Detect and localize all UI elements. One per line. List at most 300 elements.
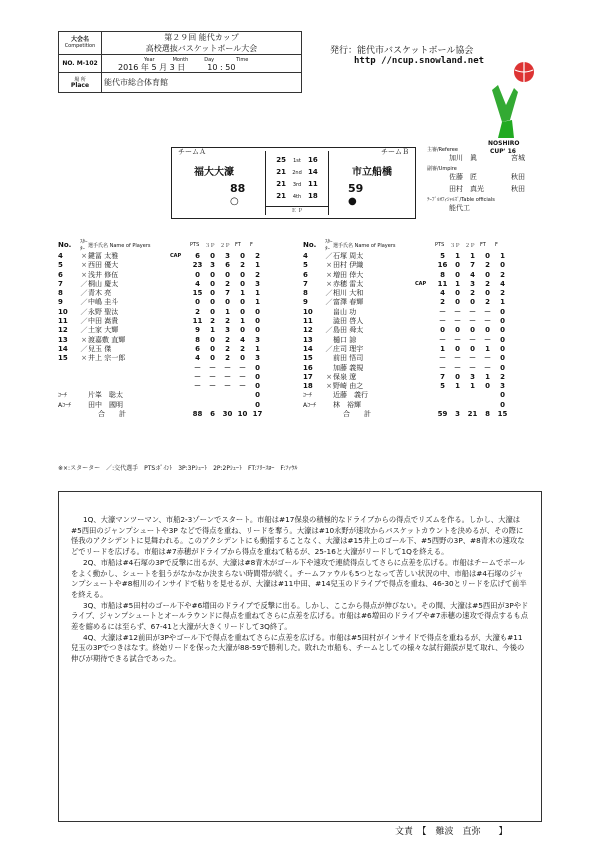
coach-row (58, 391, 265, 400)
period-row: 21 2nd 14 (276, 168, 318, 176)
player-name: 鍵冨 太雅 (88, 252, 119, 260)
player-number: 15 (58, 354, 68, 363)
player-number: 17 (303, 372, 313, 381)
player-name: 西田 優大 (88, 261, 119, 270)
player-row (58, 354, 265, 363)
stat-f: 2 (500, 289, 505, 298)
stat-p3: 0 (210, 344, 215, 353)
player-number: 6 (58, 270, 63, 279)
stat-pts: 6 (195, 344, 200, 353)
stat-p3: 2 (210, 317, 215, 326)
umpire2-pref: 秋田 (511, 185, 525, 193)
date-time-cell: Year Month Day Time 2016 年 5 月 3 日 10 : 50 (102, 55, 302, 73)
player-number (58, 364, 80, 373)
player-number: 12 (303, 326, 313, 335)
player-row (303, 345, 510, 354)
player-number: 12 (58, 326, 68, 335)
stat-f: 0 (255, 317, 260, 326)
stat-p3: － (209, 382, 216, 391)
stat-p3: － (454, 354, 461, 363)
stat-f: 0 (255, 382, 260, 391)
stat-f: 0 (255, 363, 260, 372)
stat-p2: 3 (225, 252, 230, 260)
loss-mark: ● (348, 196, 357, 207)
stat-pts: 5 (440, 382, 445, 391)
captain-mark (415, 261, 435, 270)
stat-f: 3 (255, 279, 260, 288)
captain-mark (170, 289, 190, 298)
game-number: NO. M-102 (59, 55, 102, 73)
total-f: 15 (497, 410, 508, 419)
stat-pts: 6 (195, 252, 200, 260)
player-row (58, 326, 265, 335)
total-p3: 6 (210, 410, 215, 419)
captain-mark (415, 308, 435, 317)
referee-label: 主審/Referee (427, 147, 458, 153)
stat-f: 2 (255, 252, 260, 260)
stat-f: 0 (500, 363, 505, 372)
total-ft: 10 (237, 410, 248, 419)
starter-mark: ／ (325, 326, 333, 335)
starter-mark (325, 317, 333, 326)
website-url[interactable]: http //ncup.snowland.net (354, 56, 485, 66)
player-number: 13 (58, 335, 68, 344)
captain-mark (415, 326, 435, 335)
total-p2: 21 (467, 410, 478, 419)
stat-ft: － (484, 307, 491, 316)
stat-ft: 1 (485, 344, 490, 353)
player-row (58, 373, 265, 382)
stat-p2: 2 (225, 354, 230, 363)
total-ft: 8 (485, 410, 490, 419)
total-f: 17 (252, 410, 263, 419)
stat-pts: 4 (195, 354, 200, 363)
starter-mark: × (326, 382, 332, 391)
captain-mark (170, 373, 190, 382)
player-row (58, 261, 265, 270)
total-row (58, 410, 265, 419)
stat-ft: － (239, 382, 246, 391)
stat-pts: 4 (195, 279, 200, 288)
stat-pts: － (439, 307, 446, 316)
player-number: 5 (303, 261, 308, 270)
player-number: 6 (303, 270, 308, 279)
player-number: 11 (58, 317, 68, 326)
stat-pts: 7 (440, 372, 445, 381)
stat-p3: 1 (210, 326, 215, 335)
captain-mark (170, 354, 190, 363)
win-mark: ○ (230, 196, 239, 207)
starter-mark: ／ (325, 344, 333, 353)
stat-pts: 11 (437, 279, 448, 288)
starter-mark: × (326, 261, 332, 270)
total-label: 合 計 (98, 410, 126, 419)
stat-p2: － (469, 354, 476, 363)
player-number: 11 (303, 317, 313, 326)
writer: 文責 【 難波 直弥 】 (395, 827, 508, 837)
stat-ft: － (484, 335, 491, 344)
stat-ft: 1 (240, 317, 245, 326)
stat-f: 1 (500, 252, 505, 260)
game-report (58, 491, 542, 822)
stat-f: 0 (500, 307, 505, 316)
player-name: 桐山 慶太 (88, 279, 119, 288)
stat-ft: － (484, 363, 491, 372)
player-row (58, 280, 265, 289)
player-name: 野崎 由之 (333, 382, 364, 391)
report-paragraph: 2Q、市船は#4石塚の3Pで反撃に出るが、大濠は#8青木がゴール下や速攻で連続得点してさらに点差を広げる。市船はチームでボールをよく動かし、シュートを狙うがなかなか決まらない時間帯が続く。チームファウルも5つとなって苦しい状況の中、市船は#4石塚のジャンプシュートや#8相川のインサイドで粘りを見せるが、大濠は#11中田、#14兒玉のドライブで得点を重ね、46-30とリードを広げて前半を終える。 (71, 557, 527, 599)
stat-p2: 2 (225, 344, 230, 353)
player-name: 渡嘉敷 直輝 (88, 335, 126, 344)
stat-f: 4 (500, 279, 505, 288)
umpire1-pref: 秋田 (511, 173, 525, 181)
player-number: 16 (303, 363, 313, 372)
stat-ft: 0 (240, 279, 245, 288)
player-name: 土家 大輝 (88, 326, 119, 335)
stat-f: 1 (500, 298, 505, 307)
player-number: 10 (58, 307, 68, 316)
player-row (58, 345, 265, 354)
player-number: 14 (303, 344, 313, 353)
umpire1-name: 佐藤 匠 (449, 173, 477, 181)
stat-pts: － (439, 317, 446, 326)
stat-f: 1 (255, 298, 260, 307)
player-row (58, 336, 265, 345)
team-b-roster: No. ｽﾀｰﾀｰ 選手氏名 Name of Players PTS ３Ｐ ２Ｐ FT F 4 ／ 石塚 周太 5 1 1 0 1 5 × 田村 伊織 16 0 7 2 0 6 × 増田 倖大 8 0 4 0 2 7 × 赤穂 雷太 CAP 11 1 3 2 4 8 ／ 相川 大和 4 0 2 0 2 9 ／ 富澤 春輝 2 0 0 2 1 10 畠山 功 － － － － 0 11 澁田 啓人 － － － － 0 12 ／ 島田 舜太 0 0 0 0 0 13 樋口 諒 － － － － 0 14 ／ 庄司 理宇 1 0 0 1 0 15 前田 悟司 － － － － 0 16 加藤 義規 － － － － 0 17 × 保泉 遼 7 0 3 1 2 18 × 野崎 由之 5 1 1 0 3 ｺｰﾁ 近藤 義行 0 Aｺｰﾁ 林 裕輝 0 合 計 59 3 21 8 15 (303, 238, 510, 419)
stat-p2: 0 (225, 298, 230, 307)
scoreboard (171, 147, 416, 219)
period-row: 21 3rd 11 (276, 180, 318, 188)
stat-p2: 3 (225, 326, 230, 335)
captain-mark (415, 289, 435, 298)
starter-mark: ／ (80, 298, 88, 307)
total-p2: 30 (222, 410, 233, 419)
starter-mark (80, 373, 88, 382)
player-row (58, 317, 265, 326)
team-b-score: 59 (348, 182, 364, 195)
stat-ft: 0 (485, 326, 490, 335)
stat-ft: 0 (240, 270, 245, 279)
report-paragraph: 3Q、市船は#5田村のゴール下や#6増田のドライブで反撃に出る。しかし、ここから得点が伸びない。その間、大濠は#5西田が3Pやドライブ、ジャンプシュートとオールラウンドに得点を重ねてさらに点差を広げる。市船は#6増田のドライブや#7赤穂の速攻で得点するも点差を縮めるには至らず、67-41と大濠が大きくリードして3Q終了。 (71, 600, 529, 632)
stat-f: 1 (255, 261, 260, 270)
total-p3: 3 (455, 410, 460, 419)
stat-p2: 1 (225, 307, 230, 316)
captain-mark (415, 354, 435, 363)
stat-ft: － (239, 372, 246, 381)
starter-mark: ／ (80, 307, 88, 316)
player-name: 井上 宗一郎 (88, 354, 126, 363)
starter-mark (325, 308, 333, 317)
player-row (303, 308, 510, 317)
stat-f: 0 (500, 354, 505, 363)
player-row (303, 336, 510, 345)
captain-mark (415, 364, 435, 373)
logo-text-1: NOSHIRO (488, 140, 520, 147)
captain-mark (415, 252, 435, 261)
player-row (303, 354, 510, 363)
starter-mark: ／ (80, 317, 88, 326)
stat-ft: 0 (485, 252, 490, 260)
stat-ft: 1 (240, 289, 245, 298)
starter-mark: × (81, 261, 87, 270)
player-number: 4 (58, 252, 63, 260)
player-name (88, 373, 170, 382)
player-name: 青木 亮 (88, 289, 112, 298)
stat-f: 3 (500, 382, 505, 391)
player-number: 14 (58, 344, 68, 353)
captain-mark (170, 298, 190, 307)
game-time: 10 : 50 (207, 62, 236, 72)
starter-mark: ／ (325, 298, 333, 307)
captain-mark (170, 364, 190, 373)
stat-pts: － (194, 372, 201, 381)
captain-mark (415, 271, 435, 280)
stat-pts: 23 (192, 261, 203, 270)
captain-mark (170, 382, 190, 391)
assistant-coach-row (303, 401, 510, 410)
starter-mark (80, 364, 88, 373)
player-number: 7 (58, 279, 63, 288)
stat-pts: 16 (437, 261, 448, 270)
stat-p3: 0 (210, 335, 215, 344)
team-a-name: 福大大濠 (194, 167, 234, 178)
starter-mark: × (326, 372, 332, 381)
stat-pts: 9 (195, 326, 200, 335)
stat-ft: 2 (485, 298, 490, 307)
player-name: 赤穂 雷太 (333, 279, 364, 288)
table-officials-label: ﾃｰﾌﾞﾙｵﾌｨｼｬﾙｽﾞ/Table officials (427, 197, 495, 203)
stat-p2: 7 (470, 261, 475, 270)
player-name: 保泉 遼 (333, 372, 357, 381)
stat-p2: － (224, 363, 231, 372)
report-paragraph: 4Q、大濠は#12前田が3Pやゴール下で得点を重ねてさらに点差を広げる。市船は#5田村がインサイドで得点を重ねるが、大濠も#11兒玉の3Pでつきはなす。終始リードを保った大濠が88-59で勝利した。敗れた市船も、チームとしての様々な試行錯誤が見て取れ、今後の伸びが期待できる試合であった。 (71, 632, 525, 664)
player-number (58, 373, 80, 382)
player-number (58, 382, 80, 391)
team-a-score: 88 (230, 182, 246, 195)
table-officials-value: 能代工 (449, 204, 470, 212)
stat-p3: － (454, 317, 461, 326)
team-b-name: 市立船橋 (352, 167, 392, 178)
total-pts: 59 (437, 410, 448, 419)
stat-p2: 2 (225, 335, 230, 344)
player-name: 中嶋 圭斗 (88, 298, 119, 307)
captain-mark (170, 308, 190, 317)
stat-ft: 0 (485, 289, 490, 298)
stat-ft: 0 (485, 270, 490, 279)
stat-p2: 2 (225, 279, 230, 288)
logo-text-2: CUP' 16 (490, 148, 516, 155)
stat-ft: 0 (240, 307, 245, 316)
player-name: 田村 伊織 (333, 261, 364, 270)
player-number: 8 (58, 289, 63, 298)
stat-p2: － (469, 363, 476, 372)
player-row (303, 326, 510, 335)
stat-p3: 0 (455, 270, 460, 279)
player-number: 10 (303, 307, 313, 316)
player-number: 4 (303, 252, 308, 260)
stat-p3: 0 (455, 298, 460, 307)
stat-p3: 0 (455, 326, 460, 335)
stat-f: 1 (255, 344, 260, 353)
place-label: 場 所 Place (59, 73, 102, 93)
player-row (58, 308, 265, 317)
stat-pts: － (194, 363, 201, 372)
stat-p2: 2 (225, 317, 230, 326)
player-name: 兒玉 傑 (88, 344, 112, 353)
captain-mark (170, 261, 190, 270)
stat-p3: 0 (455, 372, 460, 381)
stat-p3: － (209, 363, 216, 372)
stat-ft: 0 (240, 252, 245, 260)
stat-p2: 0 (470, 298, 475, 307)
captain-mark (415, 298, 435, 307)
coach-fouls: 0 (500, 400, 505, 409)
stat-p2: 0 (470, 344, 475, 353)
report-paragraph: 1Q、大濠マンツーマン、市船2-3ゾーンでスタート。市船は#17保泉の積極的なドライブからの得点でリズムを作る。しかし、大濠は#5西田のジャンプシュートや3P などで得点を重ね、リードを奪う。大濠は#10永野が速攻からバスケットカウントを決めるが、その際に怪我のアクシデントに見舞われる。このアクシデントにも動揺することなく、大濠は#15井上のゴール下、#5西野の3P、#8青木の速攻などでリードを広げる。市船は#7赤穂がドライブから得点を重ねて粘るが、25-16と大濠がリードして1Qを終える。 (71, 515, 525, 557)
captain-mark (415, 317, 435, 326)
coach-label: ｺｰﾁ (58, 392, 68, 400)
player-number: 9 (303, 298, 308, 307)
stat-ft: 2 (240, 261, 245, 270)
stat-ft: 2 (485, 279, 490, 288)
team-b-label: チームＢ (381, 148, 409, 156)
period-row: 21 4th 18 (276, 192, 318, 200)
stat-f: 0 (255, 307, 260, 316)
captain-mark (415, 382, 435, 391)
captain-mark (415, 373, 435, 382)
total-pts: 88 (192, 410, 203, 419)
stat-p3: － (209, 372, 216, 381)
publisher: 発行：能代市バスケットボール協会 (330, 46, 474, 56)
starter-mark: × (81, 354, 87, 363)
starter-mark: ／ (80, 279, 88, 288)
stat-p2: － (469, 307, 476, 316)
stat-pts: － (194, 382, 201, 391)
captain-mark (415, 345, 435, 354)
player-name: 中田 嵩貴 (88, 317, 119, 326)
stat-pts: 15 (192, 289, 203, 298)
starter-mark: ／ (325, 252, 333, 260)
player-name: 増田 倖大 (333, 270, 364, 279)
captain-mark (415, 336, 435, 345)
stat-f: 0 (500, 317, 505, 326)
player-row (303, 364, 510, 373)
player-name: 浅井 修伍 (88, 270, 119, 279)
total-row (303, 410, 510, 419)
player-row (58, 271, 265, 280)
stat-ft: 0 (240, 326, 245, 335)
stat-p2: 6 (225, 261, 230, 270)
stat-f: 3 (255, 335, 260, 344)
stat-p2: 0 (225, 270, 230, 279)
player-name: 相川 大和 (333, 289, 364, 298)
player-number: 5 (58, 261, 63, 270)
total-label: 合 計 (343, 410, 371, 419)
stat-p2: 2 (470, 289, 475, 298)
coach-name: 近藤 義行 (333, 391, 368, 400)
stat-p2: 4 (470, 270, 475, 279)
game-date: 2016 年 5 月 3 日 (118, 62, 186, 72)
captain-mark (170, 345, 190, 354)
coach-label: Aｺｰﾁ (58, 401, 72, 409)
team-a-label: チームＡ (178, 148, 206, 156)
coach-name: 田中 國明 (88, 400, 123, 409)
extra-period-label: Ｅ Ｐ (266, 206, 328, 214)
stat-f: 0 (500, 261, 505, 270)
legend: ※×:スターター ／:交代選手 PTS:ﾎﾟｲﾝﾄ 3P:3Pｼｭｰﾄ 2P:2Pｼｭｰﾄ FT:ﾌﾘｰｽﾛｰ F:ﾌｧｳﾙ (58, 465, 298, 472)
noshiro-cup-logo (484, 60, 540, 160)
player-name: 島田 舜太 (333, 326, 364, 335)
period-row: 25 1st 16 (276, 156, 318, 164)
player-row (303, 252, 510, 261)
player-name: 石塚 周太 (333, 252, 364, 260)
stat-ft: 0 (240, 354, 245, 363)
player-name: 畠山 功 (333, 307, 357, 316)
stat-pts: 5 (440, 252, 445, 260)
player-row (303, 271, 510, 280)
stat-pts: － (439, 335, 446, 344)
stat-p2: 1 (470, 382, 475, 391)
referee-name: 加川 眞 (449, 154, 477, 162)
stat-ft: 0 (485, 382, 490, 391)
stat-p2: 3 (470, 372, 475, 381)
stat-f: 0 (255, 372, 260, 381)
stat-p3: 1 (455, 279, 460, 288)
stat-p3: 0 (455, 289, 460, 298)
stat-f: 0 (500, 335, 505, 344)
referee-pref: 宮城 (511, 154, 525, 162)
player-number: 15 (303, 354, 313, 363)
team-a-roster: No. ｽﾀｰﾀｰ 選手氏名 Name of Players PTS ３Ｐ ２Ｐ FT F 4 × 鍵冨 太雅 CAP 6 0 3 0 2 5 × 西田 優大 23 3 6 2 1 6 × 浅井 修伍 0 0 0 0 2 7 ／ 桐山 慶太 4 0 2 0 3 8 ／ 青木 亮 15 0 7 1 1 9 ／ 中嶋 圭斗 0 0 0 0 1 10 ／ 永野 聖汰 2 0 1 0 0 11 ／ 中田 嵩貴 11 2 2 1 0 12 ／ 土家 大輝 9 1 3 0 0 13 × 渡嘉敷 直輝 8 0 2 4 3 14 ／ 兒玉 傑 6 0 2 2 1 15 × 井上 宗一郎 4 0 2 0 3 － － － － 0 － － － － 0 － － － － 0 ｺｰﾁ 片峯 聡太 0 Aｺｰﾁ 田中 國明 0 合 計 88 6 30 10 17 (58, 238, 265, 419)
stat-p2: 0 (470, 326, 475, 335)
stat-pts: 8 (195, 335, 200, 344)
coach-fouls: 0 (255, 400, 260, 409)
stat-p3: 0 (210, 298, 215, 307)
stat-f: 3 (255, 354, 260, 363)
game-info-table (58, 31, 302, 93)
stat-pts: 0 (195, 298, 200, 307)
stat-p2: 7 (225, 289, 230, 298)
officials (427, 146, 547, 215)
coach-label: Aｺｰﾁ (303, 401, 317, 409)
player-name: 永野 聖汰 (88, 307, 119, 316)
captain-mark: CAP (170, 253, 182, 259)
stat-p3: － (454, 307, 461, 316)
coach-fouls: 0 (255, 391, 260, 400)
stat-pts: 0 (440, 326, 445, 335)
stat-ft: 4 (240, 335, 245, 344)
stat-p3: 1 (455, 382, 460, 391)
captain-mark (170, 317, 190, 326)
player-number: 9 (58, 298, 63, 307)
player-name: 前田 悟司 (333, 354, 364, 363)
coach-label: ｺｰﾁ (303, 392, 313, 400)
stat-f: 1 (255, 289, 260, 298)
stat-pts: 1 (440, 344, 445, 353)
starter-mark: × (326, 270, 332, 279)
stat-p3: 0 (210, 307, 215, 316)
stat-p3: 0 (210, 252, 215, 260)
stat-p2: 1 (470, 252, 475, 260)
player-name: 澁田 啓人 (333, 317, 364, 326)
starter-mark: ／ (80, 326, 88, 335)
player-row (303, 280, 510, 289)
stat-f: 2 (500, 372, 505, 381)
stat-p2: － (224, 372, 231, 381)
captain-mark (170, 336, 190, 345)
stat-pts: 8 (440, 270, 445, 279)
stat-ft: 2 (240, 344, 245, 353)
